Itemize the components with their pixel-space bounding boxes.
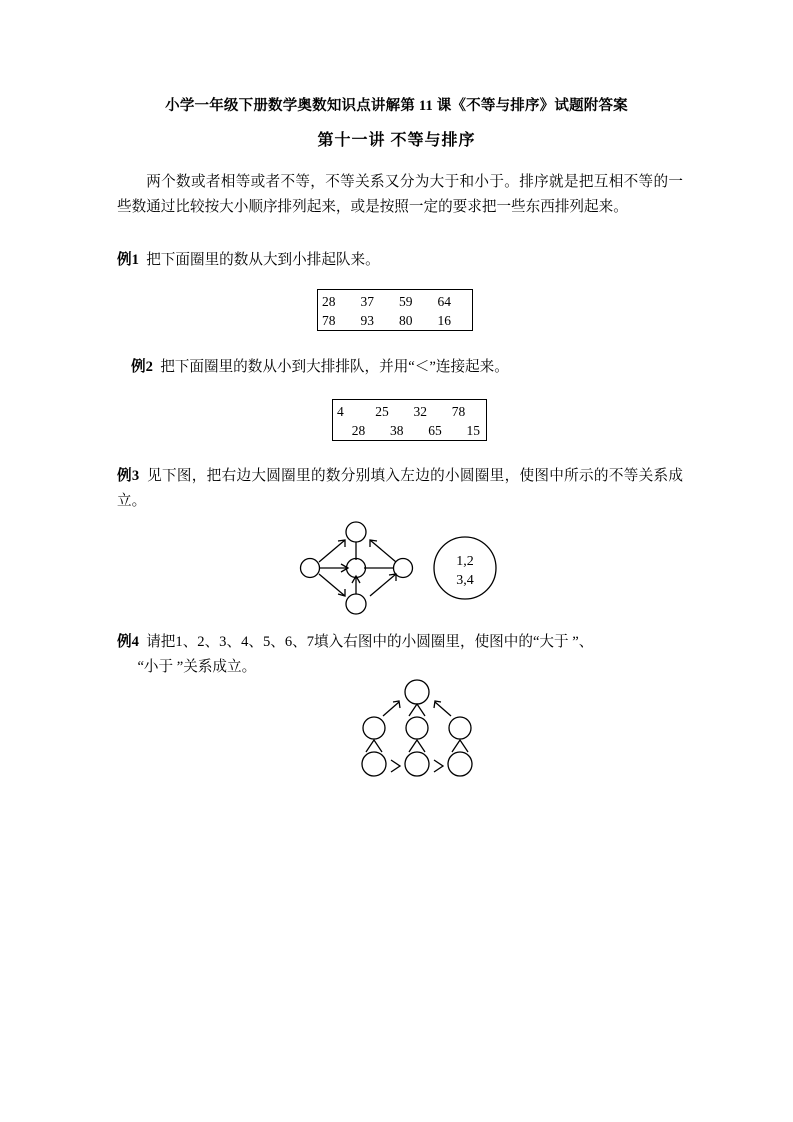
figure-pyramid-inequality	[352, 676, 482, 780]
number-box-1	[317, 289, 473, 331]
figure-diamond-inequality	[290, 518, 520, 620]
number-cell: 37	[360, 294, 374, 309]
edge-right-top	[370, 540, 396, 562]
example-4-body: 请把1、2、3、4、5、6、7填入右图中的小圆圈里，使图中的“大于 ”、	[146, 634, 594, 650]
number-cell: 64	[437, 294, 451, 309]
node-circle-left	[301, 559, 320, 578]
example-4-text	[117, 630, 683, 679]
intro-paragraph: 两个数或者相等或者不等，不等关系又分为大于和小于。排序就是把互相不等的一些数通过比较按大小顺序排列起来，或是按照一定的要求把一些东西排列起来。	[117, 174, 683, 215]
example-1-text	[117, 248, 683, 273]
number-cell: 80	[399, 313, 413, 328]
example-2-body: 把下面圈里的数从小到大排排队，并用“＜”连接起来。	[160, 359, 509, 375]
big-circle-line-2: 3,4	[456, 573, 474, 588]
node-circle-bottom-right	[448, 752, 472, 776]
number-cell: 93	[360, 313, 374, 328]
example-2-text	[131, 355, 683, 380]
caret-bottom-center	[409, 740, 425, 752]
node-circle-bottom-center	[405, 752, 429, 776]
example-1-body: 把下面圈里的数从大到小排起队来。	[146, 252, 380, 268]
example-4-label: 例4	[117, 634, 139, 650]
edge-mid-left-to-apex	[383, 702, 399, 716]
number-cell: 78	[451, 404, 466, 419]
example-3-text	[117, 464, 683, 513]
number-cell: 28	[322, 294, 336, 309]
number-cell: 32	[413, 404, 427, 419]
chapter-title: 第十一讲 不等与排序	[317, 132, 476, 149]
caret-mid-center-to-apex	[409, 704, 425, 716]
node-circle-center	[347, 559, 366, 578]
edge-bottom-right	[370, 574, 396, 596]
number-cell: 4	[337, 404, 344, 419]
edge-left-top	[319, 540, 345, 562]
number-box-1-row-1	[318, 292, 472, 311]
number-cell: 78	[322, 313, 336, 328]
node-circle-right	[394, 559, 413, 578]
number-box-1-row-2	[318, 311, 472, 330]
example-2-label: 例2	[131, 359, 153, 375]
big-circle-line-1: 1,2	[456, 554, 474, 569]
example-3-label: 例3	[117, 468, 140, 484]
number-box-2-row-1	[333, 402, 486, 421]
example-3-body: 见下图，把右边大圆圈里的数分别填入左边的小圆圈里，使图中所示的不等关系成立。	[117, 468, 683, 509]
example-4-body-cont: “小于 ”关系成立。	[137, 658, 257, 675]
number-box-2-row-2	[333, 421, 486, 440]
node-circle-mid-right	[449, 717, 471, 739]
number-cell: 65	[428, 423, 442, 438]
number-cell: 15	[466, 423, 480, 438]
node-circle-mid-left	[363, 717, 385, 739]
number-cell: 38	[390, 423, 404, 438]
greater-than-left	[391, 760, 400, 772]
node-circle-bottom	[346, 594, 366, 614]
node-circle-apex	[405, 680, 429, 704]
greater-than-right	[434, 760, 443, 772]
number-cell: 16	[437, 313, 451, 328]
node-circle-top	[346, 522, 366, 542]
caret-bottom-left	[366, 740, 382, 752]
number-cell: 28	[351, 423, 366, 438]
node-circle-mid-center	[406, 717, 428, 739]
number-box-2	[332, 399, 487, 441]
number-cell: 25	[375, 404, 389, 419]
caret-bottom-right	[452, 740, 468, 752]
number-cell: 59	[399, 294, 413, 309]
node-circle-bottom-left	[362, 752, 386, 776]
example-1-label: 例1	[117, 252, 139, 268]
document-title: 小学一年级下册数学奥数知识点讲解第 11 课《不等与排序》试题附答案	[165, 98, 628, 114]
edge-mid-right-to-apex	[435, 702, 451, 716]
edge-left-bottom	[319, 574, 345, 596]
